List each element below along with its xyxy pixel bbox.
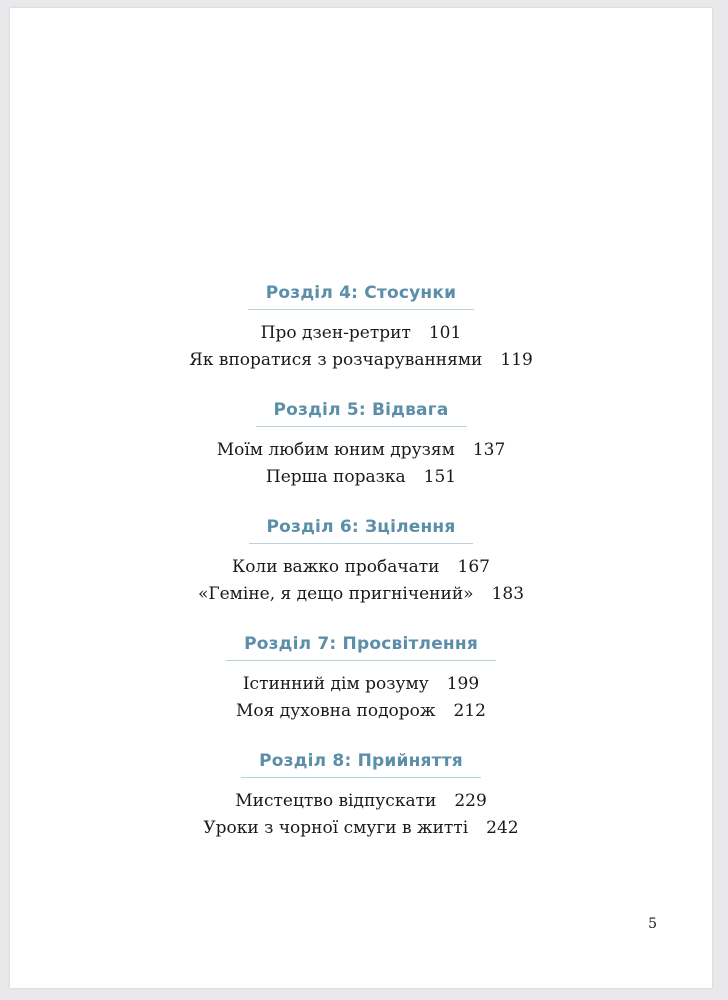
entry-page-number: 183: [491, 584, 525, 604]
entry-title: Уроки з чорної смуги в житті: [203, 818, 469, 838]
toc-entry: [10, 581, 712, 608]
entry-page-number: 212: [453, 701, 486, 721]
entry-title: Моїм любим юним друзям: [216, 440, 455, 460]
entry-title: Мистецтво відпускати: [235, 791, 437, 811]
toc-entry: [10, 815, 712, 842]
entry-title: Коли важко пробачати: [232, 557, 440, 577]
entry-page-number: 242: [486, 818, 519, 838]
section-title: Розділ 5: Відвага: [256, 400, 467, 427]
section-title: Розділ 8: Прийняття: [241, 751, 481, 778]
document-page: [10, 8, 712, 988]
section-title: Розділ 6: Зцілення: [249, 517, 474, 544]
table-of-contents: [10, 283, 712, 868]
toc-section-8: [10, 751, 712, 842]
toc-section-6: [10, 517, 712, 608]
entry-title: Істинний дім розуму: [242, 674, 429, 694]
entry-page-number: 101: [428, 323, 462, 343]
section-title: Розділ 7: Просвітлення: [226, 634, 496, 661]
entry-page-number: 167: [457, 557, 490, 577]
entry-title: Перша поразка: [265, 467, 406, 487]
toc-entry: [10, 347, 712, 374]
entry-page-number: 199: [446, 674, 480, 694]
entry-title: Як впоратися з розчаруваннями: [189, 350, 483, 370]
entry-page-number: 119: [500, 350, 533, 370]
section-title: Розділ 4: Стосунки: [248, 283, 474, 310]
toc-entry: [10, 698, 712, 725]
entry-title: Про дзен-ретрит: [260, 323, 411, 343]
toc-section-4: [10, 283, 712, 374]
entry-page-number: 151: [423, 467, 457, 487]
toc-entry: [10, 464, 712, 491]
toc-entry: [10, 788, 712, 815]
toc-entry: [10, 554, 712, 581]
entry-title: «Геміне, я дещо пригнічений»: [197, 584, 474, 604]
entry-page-number: 229: [454, 791, 487, 811]
toc-entry: [10, 437, 712, 464]
entry-page-number: 137: [472, 440, 506, 460]
toc-entry: [10, 320, 712, 347]
toc-section-7: [10, 634, 712, 725]
entry-title: Моя духовна подорож: [236, 701, 436, 721]
toc-section-5: [10, 400, 712, 491]
page-number: 5: [648, 916, 657, 932]
toc-entry: [10, 671, 712, 698]
